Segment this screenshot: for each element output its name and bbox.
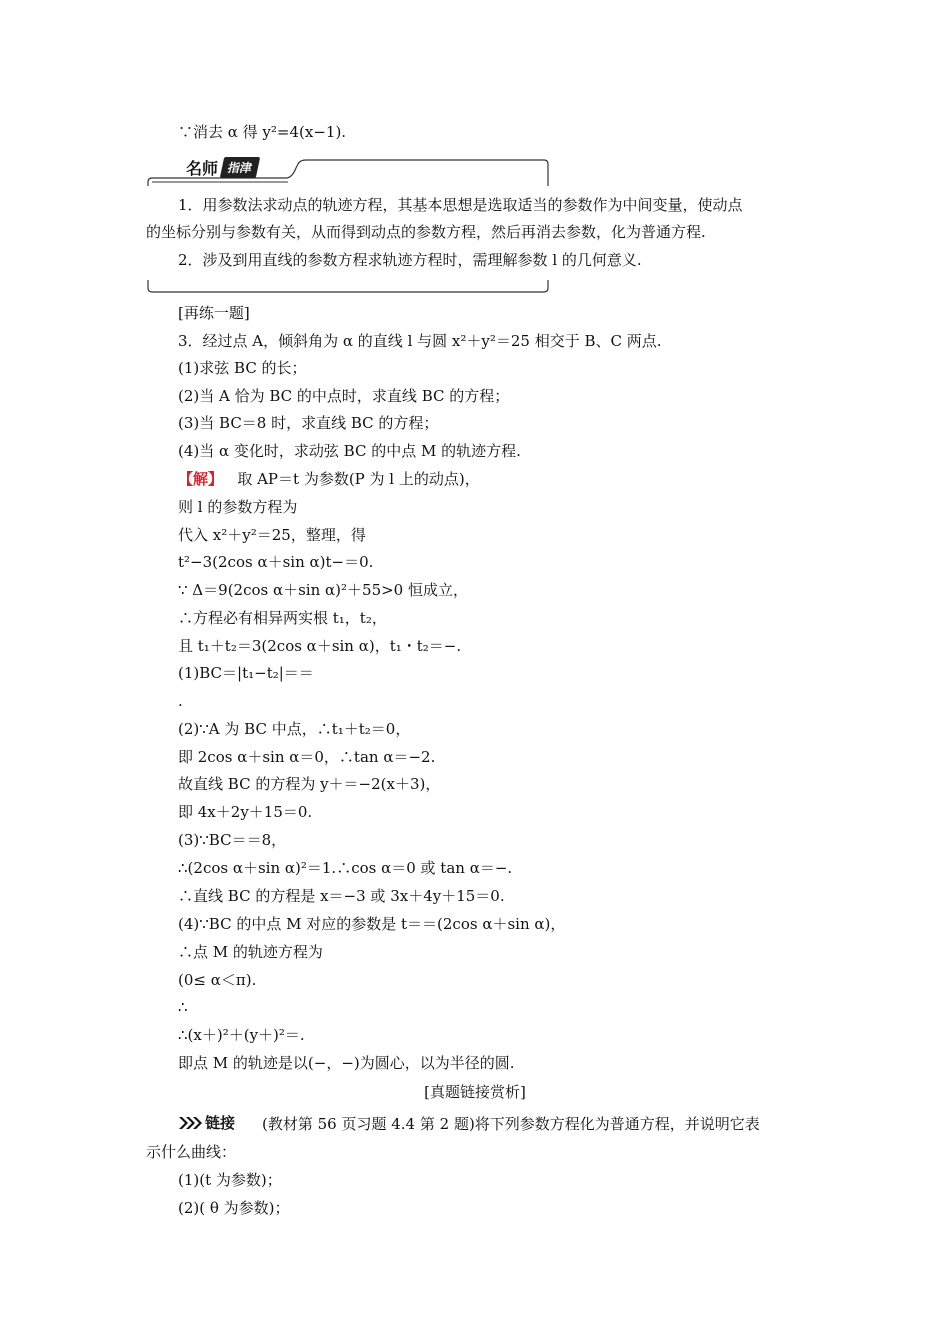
solution-line-8: (1)BC＝|t₁−t₂|＝＝ [178, 664, 314, 682]
tip-box-bottom-border [146, 280, 550, 294]
solution-line-15: ∴(2cos α＋sin α)²＝1.∴cos α＝0 或 tan α＝−. [178, 859, 513, 877]
tip-badge [186, 156, 258, 178]
question-3-part-2: (2)当 A 恰为 BC 的中点时，求直线 BC 的方程； [178, 387, 510, 405]
tip-2: 2．涉及到用直线的参数方程求轨迹方程时，需理解参数 l 的几何意义. [178, 251, 642, 269]
section-heading: [真题链接赏析] [424, 1083, 526, 1101]
solution-line-14: (3)∵BC＝＝8， [178, 831, 287, 849]
question-3-part-3: (3)当 BC＝8 时，求直线 BC 的方程； [178, 414, 439, 432]
tip-1-line-1: 1．用参数法求动点的轨迹方程，其基本思想是选取适当的参数作为中间变量，使动点 [178, 196, 743, 214]
solution-line-4: t²−3(2cos α＋sin α)t−＝0. [178, 553, 374, 571]
solution-first-line: 取 AP＝t 为参数(P 为 l 上的动点)， [237, 470, 480, 488]
double-chevron-icon [178, 1116, 202, 1130]
question-3-part-4: (4)当 α 变化时，求动弦 BC 的中点 M 的轨迹方程. [178, 442, 521, 460]
solution-line-17: (4)∵BC 的中点 M 对应的参数是 t＝＝(2cos α＋sin α)， [178, 915, 566, 933]
solution-line-13: 即 4x＋2y＋15＝0. [178, 803, 313, 821]
link-line-2: 示什么曲线： [146, 1143, 237, 1161]
badge-subtitle: 指津 [220, 157, 260, 178]
question-3-part-1: (1)求弦 BC 的长； [178, 359, 307, 377]
link-badge [178, 1112, 235, 1133]
practice-heading: [再练一题] [178, 304, 250, 322]
line-eliminate-alpha: ∵消去 α 得 y²=4(x−1). [178, 123, 347, 141]
solution-line-16: ∴直线 BC 的方程是 x＝−3 或 3x＋4y＋15＝0. [178, 887, 505, 905]
solution-line-19: (0≤ α＜π). [178, 971, 257, 989]
solution-line-20: ∴ [178, 998, 188, 1016]
solution-line-12: 故直线 BC 的方程为 y＋＝−2(x＋3)， [178, 775, 441, 793]
solution-line-18: ∴点 M 的轨迹方程为 [178, 943, 323, 961]
solution-line-22: 即点 M 的轨迹是以(−，−)为圆心，以为半径的圆. [178, 1054, 515, 1072]
solution-line-5: ∵ Δ＝9(2cos α＋sin α)²＋55>0 恒成立， [178, 581, 468, 599]
solution-line-7: 且 t₁＋t₂＝3(2cos α＋sin α)，t₁・t₂＝−. [178, 637, 462, 655]
solution-line-9: . [178, 692, 183, 710]
badge-title: 名师 [186, 158, 219, 178]
tip-1-line-2: 的坐标分别与参数有关，从而得到动点的参数方程，然后再消去参数，化为普通方程. [146, 223, 706, 241]
solution-line-11: 即 2cos α＋sin α＝0，∴tan α＝−2. [178, 748, 436, 766]
solution-line-21: ∴(x＋)²＋(y＋)²＝. [178, 1026, 305, 1044]
question-3: 3．经过点 A，倾斜角为 α 的直线 l 与圆 x²＋y²＝25 相交于 B、C 两点. [178, 332, 662, 350]
solution-line-2: 则 l 的参数方程为 [178, 498, 298, 516]
solution-tag: 【解】 [178, 470, 224, 488]
solution-line-6: ∴方程必有相异两实根 t₁，t₂， [178, 609, 387, 627]
solution-line-3: 代入 x²＋y²＝25，整理，得 [178, 526, 366, 544]
link-item-1: (1)(t 为参数)； [178, 1171, 282, 1189]
solution-line-10: (2)∵A 为 BC 中点，∴t₁＋t₂＝0， [178, 720, 411, 738]
link-label: 链接 [205, 1114, 236, 1132]
link-item-2: (2)( θ 为参数)； [178, 1199, 290, 1217]
solution-start [178, 469, 480, 489]
link-line-1: (教材第 56 页习题 4.4 第 2 题)将下列参数方程化为普通方程，并说明它表 [262, 1115, 760, 1133]
